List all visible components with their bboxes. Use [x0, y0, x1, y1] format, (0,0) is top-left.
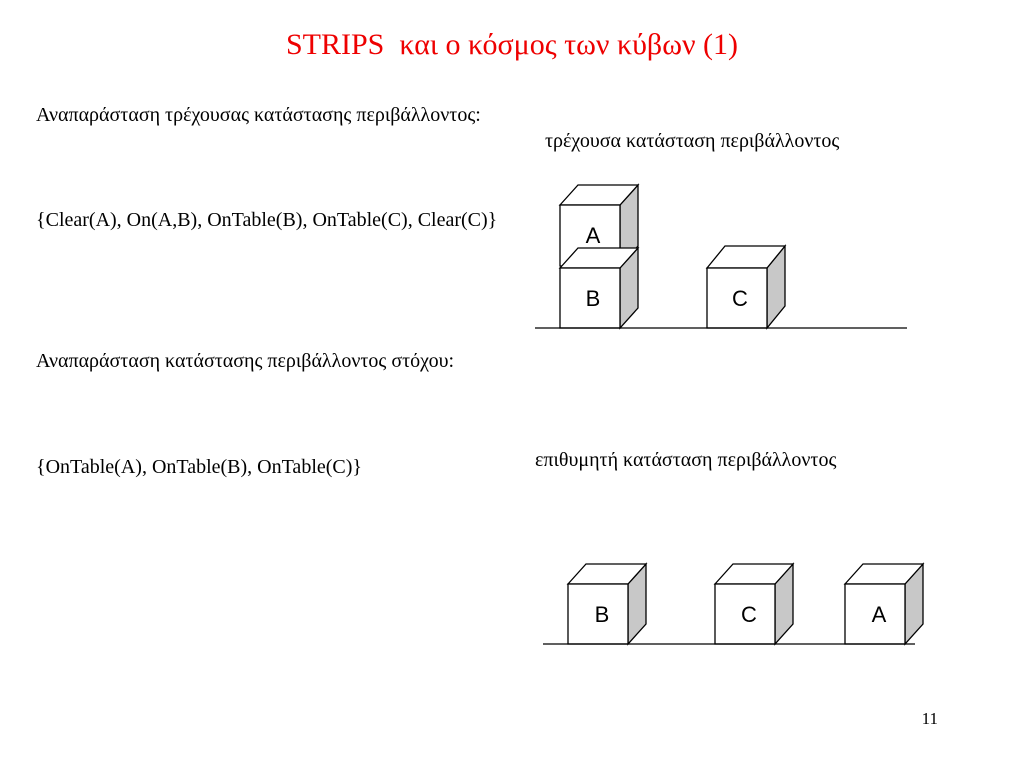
goal-state-diagram — [543, 564, 923, 644]
goal-state-heading: Αναπαράσταση κατάστασης περιβάλλοντος στόχου: — [36, 350, 455, 372]
goal-state-formula: {OnTable(A), OnTable(B), OnTable(C)} — [36, 456, 363, 478]
goal-block-b-label: B — [594, 602, 610, 627]
goal-block-c — [715, 564, 793, 644]
current-diagram-caption: τρέχουσα κατάσταση περιβάλλοντος — [545, 130, 840, 152]
block-b-label: B — [585, 286, 601, 311]
slide-title: STRIPS και ο κόσμος των κύβων (1) — [285, 28, 738, 61]
current-state-heading: Αναπαράσταση τρέχουσας κατάστασης περιβάλλοντος: — [36, 104, 481, 126]
goal-block-c-label: C — [741, 602, 757, 627]
goal-diagram-caption: επιθυμητή κατάσταση περιβάλλοντος — [535, 449, 837, 471]
block-c-label: C — [732, 286, 748, 311]
goal-block-b — [568, 564, 646, 644]
goal-block-a-label: A — [871, 602, 887, 627]
block-c — [707, 246, 785, 328]
current-state-formula: {Clear(A), On(A,B), OnTable(B), OnTable(C), Clear(C)} — [36, 209, 498, 231]
block-b-bottom — [560, 248, 638, 328]
block-a-label: A — [585, 223, 601, 248]
goal-block-a — [845, 564, 923, 644]
slide-number: 11 — [921, 709, 938, 728]
current-state-diagram — [535, 185, 907, 328]
